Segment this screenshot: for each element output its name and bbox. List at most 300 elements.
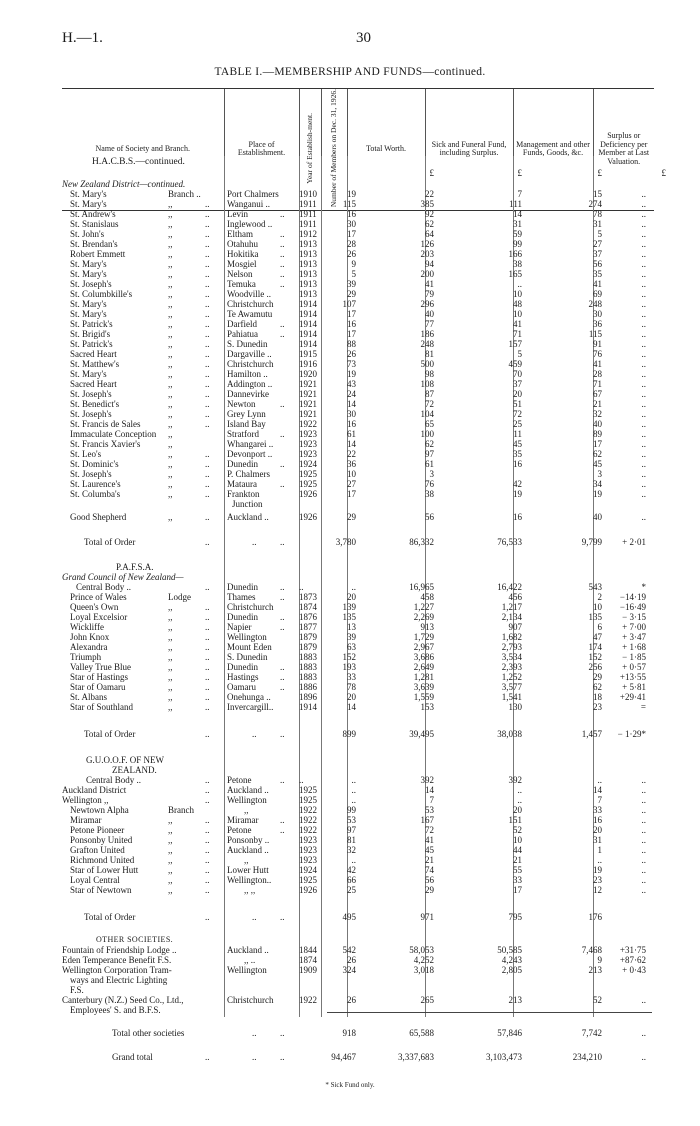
- cell-num: 30: [347, 219, 356, 229]
- table-row: [0, 805, 700, 815]
- cell-mgmt: 19: [593, 489, 602, 499]
- cell-worth: 126: [420, 239, 434, 249]
- cell-surp: + 0·43: [622, 965, 646, 975]
- cell-br: ,,: [168, 479, 173, 489]
- cell-name: St. Patrick's: [70, 339, 113, 349]
- cell-name: Grand Council of New Zealand—: [62, 572, 184, 582]
- table-row: [0, 795, 700, 805]
- cell-d2: ..: [280, 259, 285, 269]
- cell-d2: ..: [280, 399, 285, 409]
- cell-num: 17: [347, 329, 356, 339]
- cell-worth: 913: [420, 622, 434, 632]
- cell-d2: ..: [280, 279, 285, 289]
- table-row: [0, 449, 700, 459]
- cell-sick: 71: [513, 329, 522, 339]
- cell-name: Miramar: [70, 815, 102, 825]
- cell-d1: ..: [205, 775, 210, 785]
- cell-worth: 385: [420, 199, 434, 209]
- cell-year: 1913: [299, 239, 317, 249]
- cell-worth: 64: [425, 229, 434, 239]
- cell-year: 1844: [299, 945, 317, 955]
- cell-name: St. Dominic's: [70, 459, 119, 469]
- cell-name: Total of Order: [84, 912, 136, 922]
- table-row: [0, 399, 700, 409]
- table-row: [0, 985, 700, 995]
- pound-sign: £: [517, 168, 522, 178]
- cell-num: 3,780: [335, 537, 356, 547]
- cell-worth: 79: [425, 289, 434, 299]
- cell-name: Richmond United: [70, 855, 135, 865]
- cell-num: 61: [347, 429, 356, 439]
- cell-br: ,,: [168, 602, 173, 612]
- cell-year: 1913: [299, 279, 317, 289]
- cell-year: 1923: [299, 439, 317, 449]
- cell-d1: ..: [205, 602, 210, 612]
- cell-mgmt: 35: [593, 269, 602, 279]
- cell-place: Auckland ..: [227, 512, 269, 522]
- cell-place: Christchurch: [227, 995, 274, 1005]
- cell-br: ,,: [168, 875, 173, 885]
- cell-surp: ..: [641, 369, 646, 379]
- cell-d1: ..: [205, 835, 210, 845]
- cell-mgmt: 89: [593, 429, 602, 439]
- cell-sick: 11: [513, 429, 522, 439]
- cell-name: St. Leo's: [70, 449, 102, 459]
- cell-name: Central Body ..: [76, 582, 131, 592]
- cell-worth: 29: [425, 885, 434, 895]
- cell-br: ,,: [168, 349, 173, 359]
- cell-mgmt: 40: [593, 419, 602, 429]
- cell-sick: 907: [508, 622, 522, 632]
- cell-place: Hamilton ..: [227, 369, 268, 379]
- cell-worth: 248: [420, 339, 434, 349]
- cell-br: ,,: [168, 835, 173, 845]
- cell-year: 1883: [299, 662, 317, 672]
- cell-num: 32: [347, 845, 356, 855]
- cell-name: St. Mary's: [70, 369, 107, 379]
- cell-place: Wanganui ..: [227, 199, 271, 209]
- cell-d2: ..: [280, 662, 285, 672]
- table-row: [0, 1052, 700, 1062]
- cell-surp: ..: [641, 349, 646, 359]
- cell-br: ,,: [168, 459, 173, 469]
- cell-place: Eltham: [227, 229, 253, 239]
- cell-mgmt: 69: [593, 289, 602, 299]
- cell-worth: 76: [425, 479, 434, 489]
- cell-worth: 203: [420, 249, 434, 259]
- cell-d2: ..: [280, 329, 285, 339]
- cell-surp: ..: [641, 815, 646, 825]
- cell-d2: ..: [280, 229, 285, 239]
- cell-surp: ..: [641, 855, 646, 865]
- cell-year: 1925: [299, 875, 317, 885]
- table-row: [0, 912, 700, 922]
- table-row: [0, 229, 700, 239]
- cell-place: ..: [252, 1028, 257, 1038]
- cell-mgmt: 62: [593, 449, 602, 459]
- table-row: [0, 279, 700, 289]
- cell-br: ,,: [168, 419, 173, 429]
- cell-num: 14: [347, 702, 356, 712]
- cell-name: St. Andrew's: [70, 209, 116, 219]
- cell-name: St. Albans: [70, 692, 108, 702]
- cell-mgmt: 1: [597, 845, 602, 855]
- cell-br: ,,: [168, 865, 173, 875]
- cell-year: 1925: [299, 785, 317, 795]
- cell-d2: ..: [280, 682, 285, 692]
- cell-name: F.S.: [70, 985, 84, 995]
- cell-mgmt: 67: [593, 389, 602, 399]
- cell-d1: ..: [205, 632, 210, 642]
- cell-name: Eden Temperance Benefit F.S.: [62, 955, 172, 965]
- cell-br: ,,: [168, 239, 173, 249]
- cell-surp: ..: [641, 469, 646, 479]
- table-row: [0, 179, 700, 189]
- cell-d2: ..: [280, 319, 285, 329]
- cell-surp: ..: [641, 199, 646, 209]
- table-row: [0, 537, 700, 547]
- cell-worth: 500: [420, 359, 434, 369]
- cell-br: ,,: [168, 622, 173, 632]
- cell-year: 1924: [299, 459, 317, 469]
- cell-br: ,,: [168, 439, 173, 449]
- header-members: Number of Members on Dec. 31, 1926.: [329, 89, 339, 208]
- cell-sick: 111: [509, 199, 522, 209]
- cell-year: 1877: [299, 622, 317, 632]
- cell-place: S. Dunedin: [227, 652, 268, 662]
- cell-d2: ..: [280, 672, 285, 682]
- cell-d1: ..: [205, 469, 210, 479]
- table-row: [0, 439, 700, 449]
- table-row: [0, 489, 700, 499]
- cell-surp: ..: [641, 775, 646, 785]
- cell-mgmt: 71: [593, 379, 602, 389]
- cell-surp: ..: [641, 449, 646, 459]
- cell-sick: 45: [513, 439, 522, 449]
- cell-year: 1915: [299, 349, 317, 359]
- cell-year: 1925: [299, 795, 317, 805]
- table-row: [0, 339, 700, 349]
- cell-d2: ..: [280, 729, 285, 739]
- cell-mgmt: 6: [597, 622, 602, 632]
- cell-worth: 92: [425, 209, 434, 219]
- cell-worth: 3,337,683: [398, 1052, 434, 1062]
- cell-mgmt: 29: [593, 672, 602, 682]
- cell-name: Newtown Alpha: [70, 805, 129, 815]
- cell-mgmt: 174: [588, 642, 602, 652]
- cell-surp: + 2·01: [622, 537, 646, 547]
- cell-num: 26: [347, 249, 356, 259]
- cell-year: 1913: [299, 259, 317, 269]
- cell-place: S. Dunedin: [227, 339, 268, 349]
- cell-d1: ..: [205, 279, 210, 289]
- cell-year: 1923: [299, 449, 317, 459]
- cell-num: 53: [347, 815, 356, 825]
- cell-worth: 3,686: [413, 652, 434, 662]
- cell-br: ,,: [168, 489, 173, 499]
- cell-br: ,,: [168, 682, 173, 692]
- cell-year: 1920: [299, 369, 317, 379]
- cell-place: Darfield: [227, 319, 257, 329]
- cell-place: Island Bay: [227, 419, 266, 429]
- table-row: [0, 835, 700, 845]
- cell-surp: ..: [641, 219, 646, 229]
- table-row: [0, 419, 700, 429]
- cell-d2: ..: [280, 249, 285, 259]
- cell-worth: 72: [425, 825, 434, 835]
- cell-mgmt: 41: [593, 279, 602, 289]
- cell-num: 43: [347, 379, 356, 389]
- table-row: [0, 319, 700, 329]
- cell-name: Star of Hastings: [70, 672, 128, 682]
- footnote: * Sick Fund only.: [325, 1081, 375, 1089]
- cell-num: ..: [351, 855, 356, 865]
- cell-worth: 296: [420, 299, 434, 309]
- cell-name: St. John's: [70, 229, 105, 239]
- cell-sick: 456: [508, 592, 522, 602]
- cell-br: ,,: [168, 389, 173, 399]
- cell-br: Branch: [168, 805, 194, 815]
- cell-num: 542: [342, 945, 356, 955]
- cell-name: Immaculate Conception: [70, 429, 157, 439]
- cell-num: 26: [347, 349, 356, 359]
- cell-br: ,,: [168, 299, 173, 309]
- cell-sick: 99: [513, 239, 522, 249]
- table-row: [0, 1028, 700, 1038]
- table-row: [0, 289, 700, 299]
- table-row: [0, 157, 700, 167]
- cell-place: Grey Lynn: [227, 409, 266, 419]
- cell-surp: + 3·47: [622, 632, 646, 642]
- cell-d2: ..: [280, 429, 285, 439]
- cell-mgmt: 76: [593, 349, 602, 359]
- cell-d1: ..: [205, 729, 210, 739]
- cell-num: ..: [351, 775, 356, 785]
- cell-name: Sacred Heart: [70, 379, 117, 389]
- cell-d1: ..: [205, 702, 210, 712]
- cell-worth: 56: [425, 875, 434, 885]
- cell-surp: ..: [641, 995, 646, 1005]
- cell-br: ,,: [168, 369, 173, 379]
- cell-sick: 10: [513, 309, 522, 319]
- cell-d1: ..: [205, 642, 210, 652]
- cell-surp: ..: [641, 329, 646, 339]
- cell-surp: ..: [641, 209, 646, 219]
- table-row: [0, 499, 700, 509]
- cell-year: 1874: [299, 602, 317, 612]
- table-row: [0, 592, 700, 602]
- cell-surp: ..: [641, 459, 646, 469]
- cell-mgmt: 2: [597, 592, 602, 602]
- cell-mgmt: 19: [593, 865, 602, 875]
- cell-sick: 3,577: [501, 682, 522, 692]
- table-row: [0, 572, 700, 582]
- cell-mgmt: 23: [593, 875, 602, 885]
- cell-mgmt: 3: [597, 469, 602, 479]
- header-name: Name of Society and Branch.: [62, 89, 224, 211]
- cell-place: Newton: [227, 399, 256, 409]
- cell-place: Otahuhu: [227, 239, 258, 249]
- cell-name: Prince of Wales: [70, 592, 127, 602]
- cell-year: 1922: [299, 419, 317, 429]
- cell-surp: ..: [641, 835, 646, 845]
- cell-year: 1913: [299, 269, 317, 279]
- table-row: [0, 702, 700, 712]
- cell-worth: 38: [425, 489, 434, 499]
- cell-surp: ..: [641, 805, 646, 815]
- cell-d1: ..: [205, 299, 210, 309]
- cell-br: ,,: [168, 692, 173, 702]
- cell-year: 1876: [299, 612, 317, 622]
- cell-num: 495: [342, 912, 356, 922]
- table-row: [0, 259, 700, 269]
- cell-worth: 53: [425, 805, 434, 815]
- cell-surp: ..: [641, 429, 646, 439]
- cell-place: Dannevirke: [227, 389, 269, 399]
- cell-d2: ..: [280, 582, 285, 592]
- cell-place: Dunedin: [227, 612, 258, 622]
- cell-place: Dargaville ..: [227, 349, 272, 359]
- cell-num: 17: [347, 489, 356, 499]
- table-row: [0, 469, 700, 479]
- table-row: [0, 672, 700, 682]
- table-row: [0, 662, 700, 672]
- table-row: [0, 299, 700, 309]
- grand-total-rule: [327, 1012, 652, 1013]
- cell-worth: 3,018: [413, 965, 434, 975]
- cell-place: Mount Eden: [227, 642, 272, 652]
- table-row: [0, 269, 700, 279]
- cell-worth: 94: [425, 259, 434, 269]
- cell-br: Branch ..: [168, 189, 201, 199]
- cell-d1: ..: [205, 672, 210, 682]
- table-row: [0, 995, 700, 1005]
- cell-sick: 38,038: [497, 729, 522, 739]
- cell-place: ..: [252, 912, 257, 922]
- cell-name: St. Mary's: [70, 309, 107, 319]
- table-row: [0, 582, 700, 592]
- cell-worth: 3,639: [413, 682, 434, 692]
- cell-d1: ..: [205, 289, 210, 299]
- cell-d1: ..: [205, 449, 210, 459]
- cell-name: ZEALAND.: [112, 765, 157, 775]
- cell-name: Petone Pioneer: [70, 825, 125, 835]
- cell-sick: 1,541: [501, 692, 522, 702]
- cell-mgmt: 78: [593, 209, 602, 219]
- cell-d1: ..: [205, 785, 210, 795]
- cell-year: 1926: [299, 489, 317, 499]
- cell-num: ..: [351, 785, 356, 795]
- cell-surp: ..: [641, 289, 646, 299]
- cell-place: Auckland ..: [227, 945, 269, 955]
- cell-mgmt: 9,799: [581, 537, 602, 547]
- cell-name: G.U.O.O.F. OF NEW: [86, 755, 165, 765]
- cell-year: 1922: [299, 815, 317, 825]
- cell-place: Addington ..: [227, 379, 273, 389]
- cell-place: Temuka: [227, 279, 256, 289]
- cell-d1: ..: [205, 865, 210, 875]
- cell-worth: 45: [425, 845, 434, 855]
- cell-br: ,,: [168, 249, 173, 259]
- cell-name: St. Brendan's: [70, 239, 118, 249]
- cell-d1: ..: [205, 612, 210, 622]
- cell-sick: 41: [513, 319, 522, 329]
- cell-sick: 213: [508, 995, 522, 1005]
- header-sick: Sick and Funeral Fund, including Surplus.: [425, 89, 513, 211]
- cell-d1: ..: [205, 229, 210, 239]
- cell-br: ,,: [168, 825, 173, 835]
- cell-worth: 7: [429, 795, 434, 805]
- cell-num: 19: [347, 369, 356, 379]
- cell-d1: ..: [205, 692, 210, 702]
- cell-year: 1914: [299, 339, 317, 349]
- cell-num: 20: [347, 592, 356, 602]
- cell-surp: + 1·68: [622, 642, 646, 652]
- cell-year: 1879: [299, 632, 317, 642]
- cell-d1: ..: [205, 489, 210, 499]
- cell-num: 9: [351, 259, 356, 269]
- cell-worth: 41: [425, 279, 434, 289]
- cell-worth: 1,559: [413, 692, 434, 702]
- cell-sick: 4,243: [501, 955, 522, 965]
- cell-place: Christchurch: [227, 602, 274, 612]
- cell-num: 107: [342, 299, 356, 309]
- cell-d2: ..: [280, 239, 285, 249]
- cell-br: ,,: [168, 845, 173, 855]
- cell-d1: ..: [205, 199, 210, 209]
- cell-year: 1879: [299, 642, 317, 652]
- page-number: 30: [356, 30, 371, 46]
- header-surplus: Surplus or Deficiency per Member at Last Valuation.: [593, 89, 654, 211]
- cell-surp: ..: [641, 359, 646, 369]
- cell-sick: 10: [513, 835, 522, 845]
- cell-worth: 1,227: [413, 602, 434, 612]
- cell-sick: 10: [513, 289, 522, 299]
- cell-br: ,,: [168, 885, 173, 895]
- cell-place: ,, ,,: [244, 885, 256, 895]
- cell-place: Mosgiel: [227, 259, 257, 269]
- cell-surp: ..: [641, 399, 646, 409]
- cell-br: ,,: [168, 279, 173, 289]
- cell-d1: ..: [205, 419, 210, 429]
- cell-sick: 38: [513, 259, 522, 269]
- cell-place: Dunedin: [227, 459, 258, 469]
- cell-num: 193: [342, 662, 356, 672]
- cell-year: 1922: [299, 995, 317, 1005]
- header-mgmt: Management and other Funds, Goods, &c.: [513, 89, 593, 211]
- cell-sick: 2,793: [501, 642, 522, 652]
- cell-num: 5: [351, 269, 356, 279]
- table-row: [0, 189, 700, 199]
- cell-year: 1923: [299, 845, 317, 855]
- cell-sick: 157: [508, 339, 522, 349]
- cell-place: Christchurch: [227, 359, 274, 369]
- cell-surp: ..: [641, 875, 646, 885]
- cell-name: St. Joseph's: [70, 389, 112, 399]
- cell-name: Star of Newtown: [70, 885, 132, 895]
- cell-d1: ..: [205, 459, 210, 469]
- cell-mgmt: 115: [588, 329, 602, 339]
- cell-sick: 5: [517, 349, 522, 359]
- cell-name: Ponsonby United: [70, 835, 133, 845]
- cell-d1: ..: [205, 875, 210, 885]
- cell-sick: 70: [513, 369, 522, 379]
- cell-d1: ..: [205, 309, 210, 319]
- cell-br: ,,: [168, 359, 173, 369]
- cell-name: St. Mary's: [70, 189, 107, 199]
- table-row: [0, 479, 700, 489]
- cell-d1: ..: [205, 359, 210, 369]
